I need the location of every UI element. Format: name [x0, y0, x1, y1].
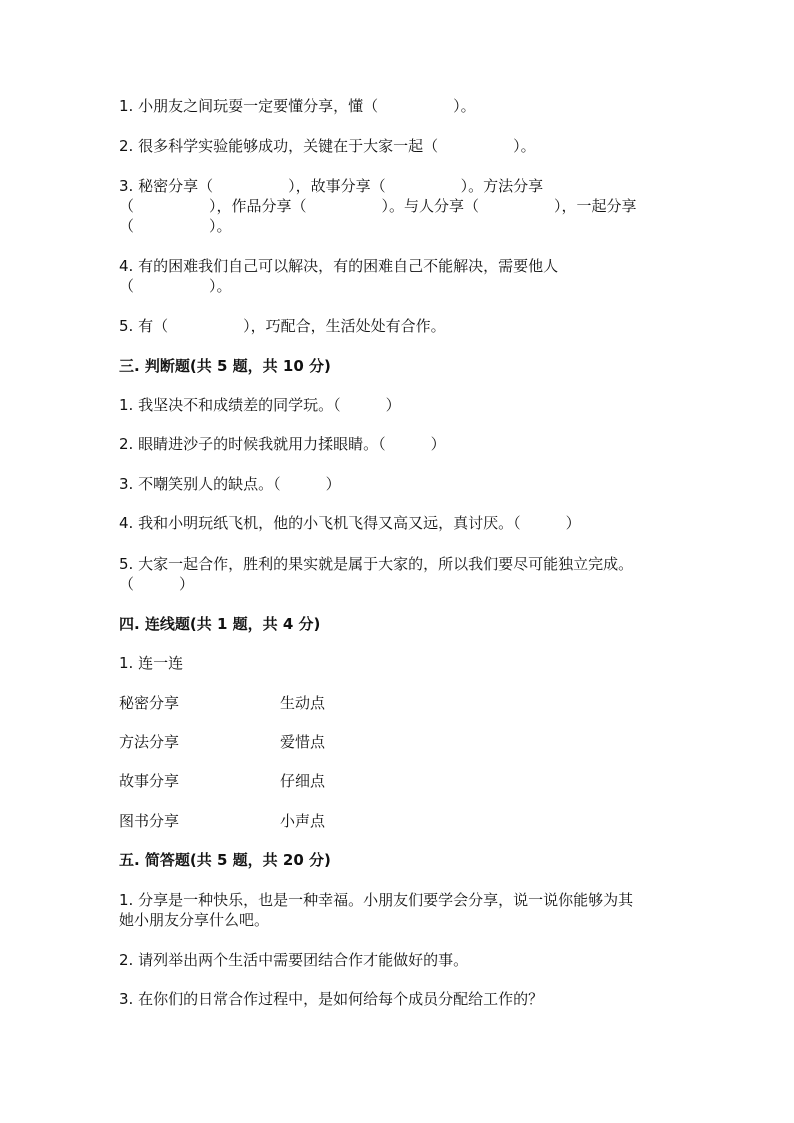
match-left-item: 故事分享: [119, 772, 180, 790]
judge-question-5-line-1: 5. 大家一起合作，胜利的果实就是属于大家的，所以我们要尽可能独立完成。: [119, 555, 634, 573]
judge-question-4: 4. 我和小明玩纸飞机，他的小飞机飞得又高又远，真讨厌。（ ）: [119, 514, 581, 532]
fill-question-3-line-3: （ ）。: [119, 217, 232, 235]
short-answer-question-1-line-1: 1. 分享是一种快乐，也是一种幸福。小朋友们要学会分享，说一说你能够为其: [119, 891, 634, 909]
match-question-1: 1. 连一连: [119, 654, 184, 672]
match-right-item: 爱惜点: [280, 733, 326, 751]
judge-question-2: 2. 眼睛进沙子的时候我就用力揉眼睛。（ ）: [119, 435, 446, 453]
fill-question-2: 2. 很多科学实验能够成功，关键在于大家一起（ ）。: [119, 137, 536, 155]
short-answer-question-2: 2. 请列举出两个生活中需要团结合作才能做好的事。: [119, 951, 469, 969]
match-section-heading: 四. 连线题(共 1 题，共 4 分): [119, 615, 321, 633]
fill-question-3-line-2: （ ），作品分享（ ）。与人分享（ ），一起分享: [119, 197, 637, 215]
short-answer-section-heading: 五. 简答题(共 5 题，共 20 分): [119, 851, 331, 869]
judge-question-3: 3. 不嘲笑别人的缺点。（ ）: [119, 475, 341, 493]
fill-question-4-line-1: 4. 有的困难我们自己可以解决，有的困难自己不能解决，需要他人: [119, 257, 559, 275]
match-left-item: 方法分享: [119, 733, 180, 751]
match-left-item: 秘密分享: [119, 694, 180, 712]
judge-section-heading: 三. 判断题(共 5 题，共 10 分): [119, 357, 331, 375]
match-left-item: 图书分享: [119, 812, 180, 830]
short-answer-question-1-line-2: 她小朋友分享什么吧。: [119, 911, 270, 929]
fill-question-1: 1. 小朋友之间玩耍一定要懂分享，懂（ ）。: [119, 97, 476, 115]
fill-question-4-line-2: （ ）。: [119, 277, 232, 295]
fill-question-5: 5. 有（ ），巧配合，生活处处有合作。: [119, 317, 446, 335]
match-right-item: 生动点: [280, 694, 326, 712]
match-right-item: 小声点: [280, 812, 326, 830]
judge-question-1: 1. 我坚决不和成绩差的同学玩。（ ）: [119, 396, 401, 414]
short-answer-question-3: 3. 在你们的日常合作过程中，是如何给每个成员分配给工作的？: [119, 990, 544, 1008]
judge-question-5-line-2: （ ）: [119, 575, 195, 593]
match-right-item: 仔细点: [280, 772, 326, 790]
fill-question-3-line-1: 3. 秘密分享（ ），故事分享（ ）。方法分享: [119, 177, 544, 195]
